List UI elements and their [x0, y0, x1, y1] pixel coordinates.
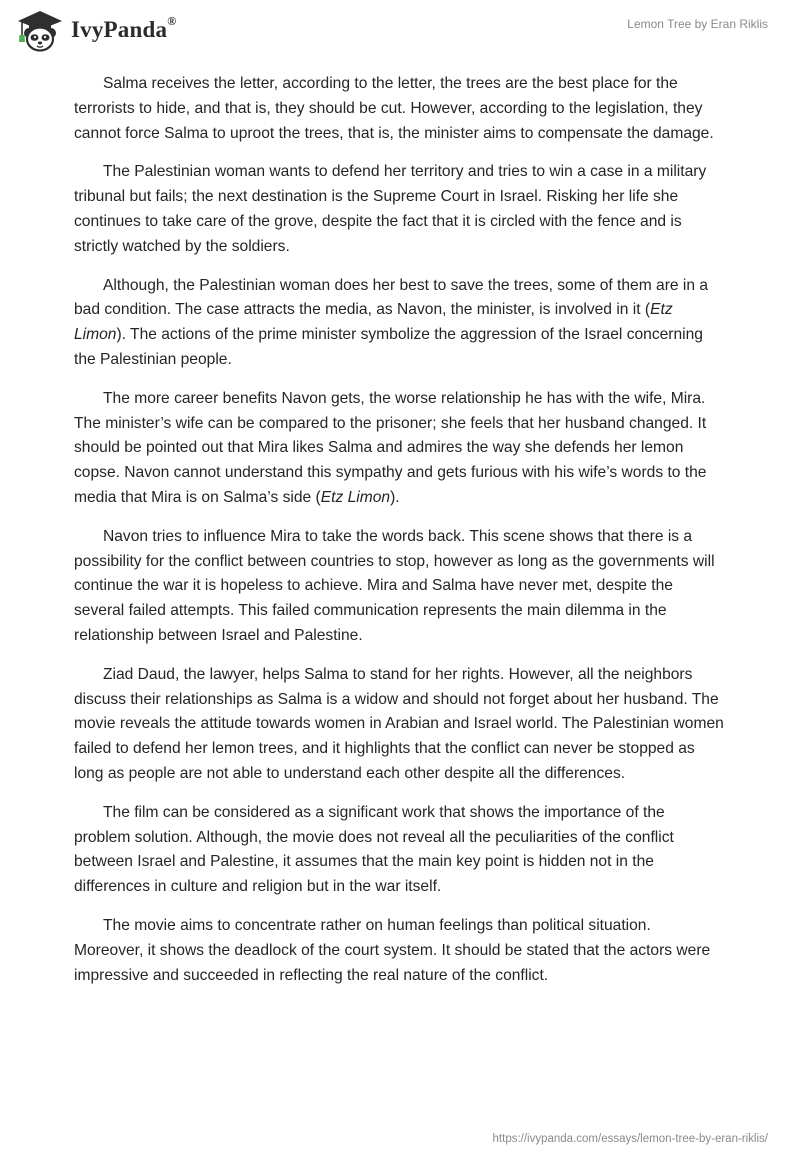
essay-paragraph	[74, 525, 724, 649]
ivypanda-logo[interactable]	[14, 8, 176, 52]
paragraph-text: The more career benefits Navon gets, the worse relationship he has with the wife, Mira. The minister’s wife can be compared to the prisoner; she feels that her husband changed. It should be pointed out that Mira likes Salma and admires the way she defends her lemon copse. Navon cannot understand this sympathy and gets furious with his wife’s words to the media that Mira is on Salma’s side (	[74, 389, 707, 506]
document-title: Lemon Tree by Eran Riklis	[627, 17, 768, 31]
essay-paragraph	[74, 274, 724, 373]
essay-paragraph	[74, 387, 724, 511]
brand-name	[71, 14, 177, 43]
paragraph-text: The Palestinian woman wants to defend her territory and tries to win a case in a military tribunal but fails; the next destination is the Supreme Court in Israel. Risking her life she continues to take care of the grove, despite the fact that it is circled with the fence and is strictly watched by the soldiers.	[74, 163, 707, 255]
citation-title: Etz Limon	[320, 488, 391, 506]
paragraph-text: Navon tries to influence Mira to take the words back. This scene shows that there is a possibility for the conflict between countries to stop, however as long as the governments will continue the war it is hopeless to achieve. Mira and Salma have never met, despite the several failed attempts. This failed communication represents the main dilemma in the relationship between Israel and Palestine.	[74, 527, 715, 644]
paragraph-text: The film can be considered as a significant work that shows the importance of the problem solution. Although, the movie does not reveal all the peculiarities of the conflict between Israel and Palestine, it assumes that the main key point is hidden not in the differences in culture and religion but in the war itself.	[74, 803, 674, 896]
essay-paragraph	[74, 801, 724, 900]
essay-paragraph	[74, 914, 724, 988]
essay-paragraph	[74, 663, 724, 787]
citation-title: Etz Limon	[74, 301, 673, 344]
essay-paragraph	[74, 160, 724, 259]
source-url[interactable]: https://ivypanda.com/essays/lemon-tree-by-eran-riklis/	[492, 1133, 768, 1145]
page-header	[0, 0, 800, 62]
registered-mark: ®	[167, 14, 177, 29]
paragraph-text: Salma receives the letter, according to the letter, the trees are the best place for the terrorists to hide, and that is, they should be cut. However, according to the legislation, they cannot force Salma to uproot the trees, that is, the minister aims to compensate the damage.	[74, 75, 714, 142]
brand-text: IvyPanda	[71, 17, 168, 42]
essay-body	[74, 72, 724, 1002]
paragraph-text: Ziad Daud, the lawyer, helps Salma to stand for her rights. However, all the neighbors discuss their relationships as Salma is a widow and should not forget about her husband. The movie reveals the attitude towards women in Arabian and Israel world. The Palestinian women failed to defend her lemon trees, and it highlights that the conflict can never be stopped as long as people are not able to understand each other despite all the differences.	[74, 665, 724, 782]
paragraph-text: The movie aims to concentrate rather on human feelings than political situation. Moreover, it shows the deadlock of the court system. It should be stated that the actors were impressive and succeeded in reflecting the real nature of the conflict.	[74, 916, 711, 984]
paragraph-text: Although, the Palestinian woman does her best to save the trees, some of them are in a bad condition. The case attracts the media, as Navon, the minister, is involved in it (	[74, 276, 709, 319]
paragraph-text: ). The actions of the prime minister symbolize the aggression of the Israel concerning the Palestinian people.	[74, 326, 703, 368]
essay-paragraph	[74, 72, 724, 146]
paragraph-text: ).	[390, 488, 400, 506]
panda-graduate-icon	[14, 8, 66, 52]
